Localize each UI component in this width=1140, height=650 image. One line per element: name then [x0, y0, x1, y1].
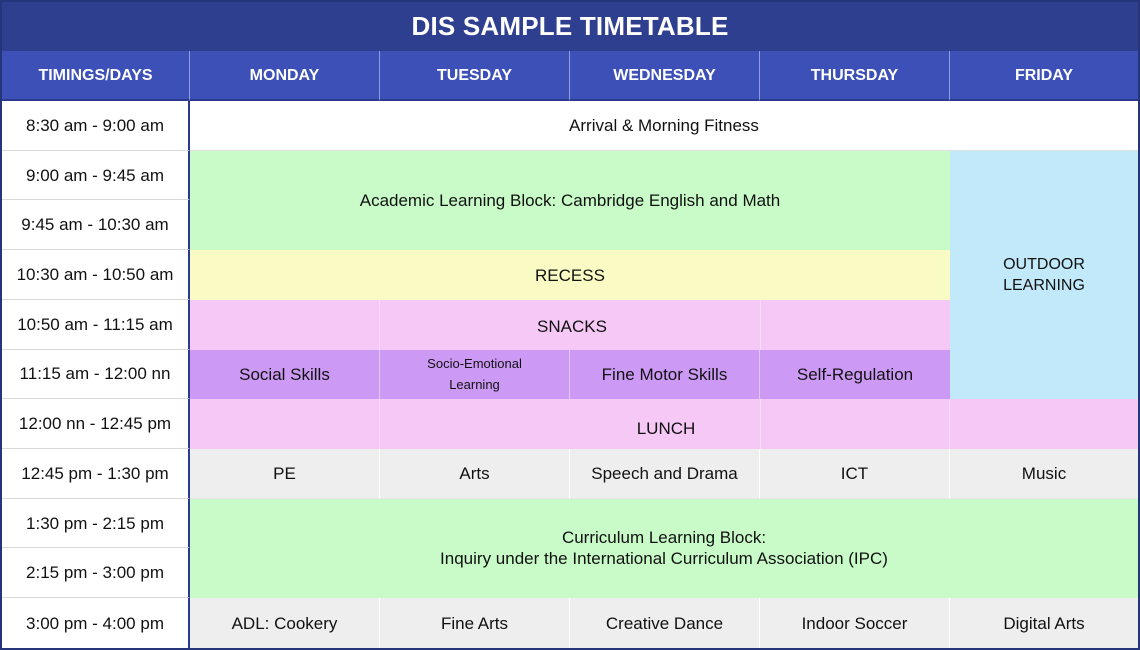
skill-tuesday-line-1: Socio-Emotional	[427, 356, 522, 372]
academic-block: Academic Learning Block: Cambridge English and Math	[190, 151, 950, 250]
lunch-cell-thursday	[760, 399, 950, 449]
time-slot: 9:45 am - 10:30 am	[2, 200, 190, 250]
header-timings: TIMINGS/DAYS	[2, 51, 190, 101]
header-friday: FRIDAY	[950, 51, 1138, 101]
snacks-cell-monday	[190, 300, 380, 350]
outdoor-line-2: LEARNING	[1003, 277, 1085, 295]
outdoor-line-1: OUTDOOR	[1003, 256, 1085, 274]
curriculum-line-2: Inquiry under the International Curriculum Association (IPC)	[440, 549, 888, 569]
snacks-cell-tue-wed	[380, 300, 760, 350]
final-friday: Digital Arts	[950, 598, 1138, 648]
skill-thursday: Self-Regulation	[760, 350, 950, 400]
curriculum-block	[190, 499, 1138, 598]
time-slot: 3:00 pm - 4:00 pm	[2, 598, 190, 648]
time-slot: 10:30 am - 10:50 am	[2, 250, 190, 300]
lunch-cell-tue-wed	[380, 399, 760, 449]
time-slot: 12:00 nn - 12:45 pm	[2, 399, 190, 449]
afternoon-thursday: ICT	[760, 449, 950, 499]
afternoon-monday: PE	[190, 449, 380, 499]
outdoor-learning-block	[950, 151, 1138, 400]
header-monday: MONDAY	[190, 51, 380, 101]
header-wednesday: WEDNESDAY	[570, 51, 760, 101]
time-slot: 10:50 am - 11:15 am	[2, 300, 190, 350]
time-slot: 1:30 pm - 2:15 pm	[2, 499, 190, 549]
curriculum-line-1: Curriculum Learning Block:	[561, 528, 767, 548]
lunch-label: LUNCH	[636, 419, 696, 438]
time-slot: 9:00 am - 9:45 am	[2, 151, 190, 201]
time-slot: 2:15 pm - 3:00 pm	[2, 548, 190, 598]
skill-tuesday-line-2: Learning	[449, 377, 500, 393]
final-wednesday: Creative Dance	[570, 598, 760, 648]
afternoon-wednesday: Speech and Drama	[570, 449, 760, 499]
afternoon-tuesday: Arts	[380, 449, 570, 499]
arrival-block: Arrival & Morning Fitness	[190, 101, 1138, 151]
final-tuesday: Fine Arts	[380, 598, 570, 648]
time-slot: 12:45 pm - 1:30 pm	[2, 449, 190, 499]
header-thursday: THURSDAY	[760, 51, 950, 101]
time-slot: 11:15 am - 12:00 nn	[2, 350, 190, 400]
final-monday: ADL: Cookery	[190, 598, 380, 648]
snacks-label: SNACKS	[537, 317, 607, 336]
final-thursday: Indoor Soccer	[760, 598, 950, 648]
time-slot: 8:30 am - 9:00 am	[2, 101, 190, 151]
recess-block: RECESS	[190, 250, 950, 300]
lunch-cell-monday	[190, 399, 380, 449]
afternoon-friday: Music	[950, 449, 1138, 499]
timetable-title: DIS SAMPLE TIMETABLE	[2, 2, 1138, 51]
lunch-cell-friday	[950, 399, 1138, 449]
skill-wednesday: Fine Motor Skills	[570, 350, 760, 400]
header-tuesday: TUESDAY	[380, 51, 570, 101]
skill-monday: Social Skills	[190, 350, 380, 400]
snacks-cell-thursday	[760, 300, 950, 350]
skill-tuesday	[380, 350, 570, 400]
timetable-grid	[2, 51, 1138, 648]
